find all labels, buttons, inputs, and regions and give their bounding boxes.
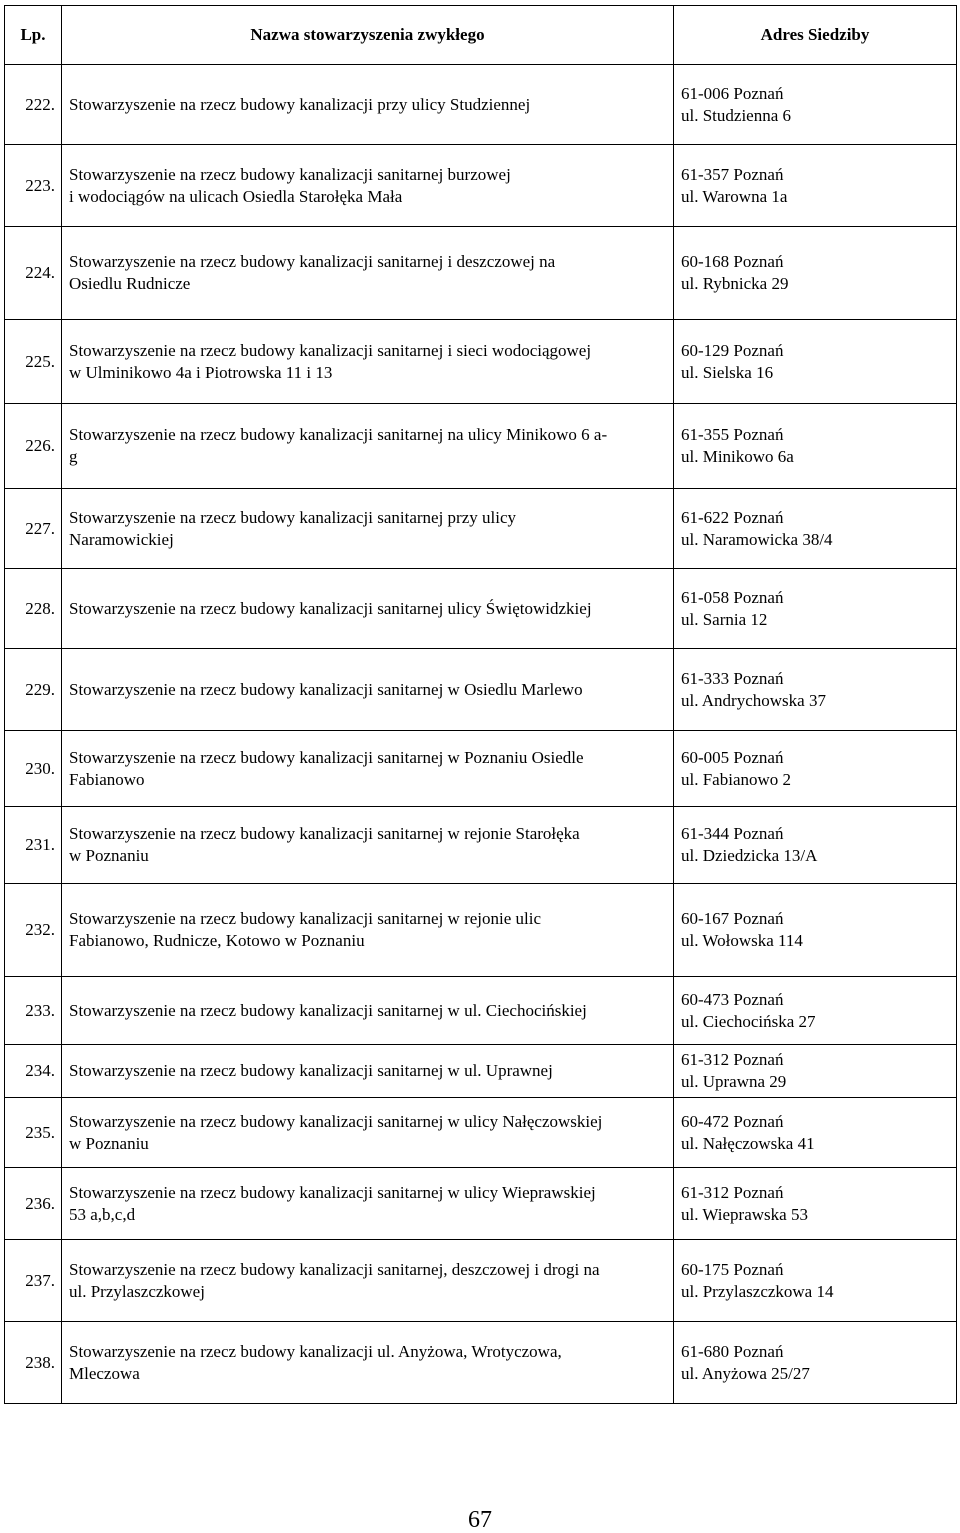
row-number: 223. (5, 145, 62, 227)
address-line: 60-167 Poznań (681, 909, 784, 928)
association-name (62, 320, 674, 404)
address-line: 61-006 Poznań (681, 83, 784, 103)
address-line: 61-312 Poznań (681, 1182, 784, 1202)
row-number: 226. (5, 404, 62, 489)
address-line: 61-355 Poznań (681, 425, 784, 444)
association-address (674, 489, 957, 569)
row-number: 225. (5, 320, 62, 404)
table-row (5, 807, 957, 884)
address-line: 61-357 Poznań (681, 164, 784, 184)
association-name-line: i wodociągów na ulicach Osiedla Starołęka Mała (69, 186, 403, 206)
association-address (674, 404, 957, 489)
association-name-line: Stowarzyszenie na rzecz budowy kanalizacji przy ulicy Studziennej (69, 94, 531, 114)
association-name (62, 731, 674, 807)
association-name-line: Fabianowo (69, 769, 145, 789)
table-row (5, 649, 957, 731)
row-number: 233. (5, 977, 62, 1045)
header-lp: Lp. (5, 6, 62, 65)
table-row (5, 404, 957, 489)
table-row (5, 145, 957, 227)
association-name-line: Stowarzyszenie na rzecz budowy kanalizacji sanitarnej, deszczowej i drogi na (69, 1259, 600, 1279)
association-address (674, 884, 957, 977)
address-line: ul. Warowna 1a (681, 186, 788, 206)
association-address (674, 569, 957, 649)
address-line: 60-129 Poznań (681, 340, 784, 360)
address-line: ul. Sielska 16 (681, 362, 774, 382)
address-line: 60-175 Poznań (681, 1259, 784, 1279)
row-number: 228. (5, 569, 62, 649)
association-name-line: Osiedlu Rudnicze (69, 274, 191, 293)
address-line: 61-622 Poznań (681, 507, 784, 527)
association-name-line: Stowarzyszenie na rzecz budowy kanalizacji sanitarnej w ul. Ciechocińskiej (69, 1000, 587, 1020)
association-address (674, 807, 957, 884)
association-address (674, 227, 957, 320)
row-number: 222. (5, 65, 62, 145)
association-name-line: Stowarzyszenie na rzecz budowy kanalizacji ul. Anyżowa, Wrotyczowa, (69, 1341, 562, 1361)
row-number: 238. (5, 1322, 62, 1404)
header-address: Adres Siedziby (674, 6, 957, 65)
table-row (5, 227, 957, 320)
address-line: ul. Naramowicka 38/4 (681, 529, 833, 549)
address-line: ul. Andrychowska 37 (681, 690, 826, 710)
association-name-line: w Poznaniu (69, 846, 149, 865)
address-line: ul. Ciechocińska 27 (681, 1011, 816, 1031)
association-name-line: Naramowickiej (69, 529, 174, 549)
association-address (674, 145, 957, 227)
address-line: ul. Uprawna 29 (681, 1072, 787, 1091)
table-row (5, 1322, 957, 1404)
row-number: 229. (5, 649, 62, 731)
association-name-line: Stowarzyszenie na rzecz budowy kanalizacji sanitarnej i sieci wodociągowej (69, 340, 592, 360)
association-name (62, 145, 674, 227)
association-address (674, 977, 957, 1045)
address-line: ul. Fabianowo 2 (681, 769, 792, 789)
address-line: ul. Studzienna 6 (681, 105, 792, 125)
address-line: 60-005 Poznań (681, 747, 784, 767)
association-name (62, 1168, 674, 1240)
table-row (5, 884, 957, 977)
association-name (62, 1045, 674, 1098)
association-address (674, 1045, 957, 1098)
association-name-line: w Ulminikowo 4a i Piotrowska 11 i 13 (69, 362, 333, 382)
table-row (5, 489, 957, 569)
table-row (5, 320, 957, 404)
table-row (5, 731, 957, 807)
address-line: ul. Anyżowa 25/27 (681, 1363, 810, 1383)
association-name-line: 53 a,b,c,d (69, 1204, 136, 1224)
row-number: 237. (5, 1240, 62, 1322)
associations-table (4, 5, 957, 1404)
address-line: 61-333 Poznań (681, 668, 784, 688)
association-name-line: Stowarzyszenie na rzecz budowy kanalizacji sanitarnej w ulicy Wieprawskiej (69, 1182, 596, 1202)
table-row (5, 977, 957, 1045)
association-address (674, 65, 957, 145)
row-number: 224. (5, 227, 62, 320)
table-row (5, 1045, 957, 1098)
association-name (62, 227, 674, 320)
address-line: ul. Minikowo 6a (681, 447, 794, 466)
row-number: 227. (5, 489, 62, 569)
page-number: 67 (468, 1507, 492, 1533)
address-line: ul. Dziedzicka 13/A (681, 846, 818, 865)
header-name: Nazwa stowarzyszenia zwykłego (62, 6, 674, 65)
association-name-line: Stowarzyszenie na rzecz budowy kanalizacji sanitarnej ulicy Świętowidzkiej (69, 598, 592, 618)
association-name-line: Stowarzyszenie na rzecz budowy kanalizacji sanitarnej w rejonie ulic (69, 909, 542, 928)
association-name-line: Mleczowa (69, 1363, 140, 1383)
address-line: ul. Przylaszczkowa 14 (681, 1281, 834, 1301)
association-address (674, 1098, 957, 1168)
association-name-line: Stowarzyszenie na rzecz budowy kanalizacji sanitarnej w Osiedlu Marlewo (69, 679, 583, 699)
association-address (674, 731, 957, 807)
row-number: 230. (5, 731, 62, 807)
address-line: 60-473 Poznań (681, 989, 784, 1009)
association-name-line: Fabianowo, Rudnicze, Kotowo w Poznaniu (69, 931, 365, 950)
association-name-line: Stowarzyszenie na rzecz budowy kanalizacji sanitarnej burzowej (69, 164, 511, 184)
address-line: 60-472 Poznań (681, 1111, 784, 1131)
association-name-line: ul. Przylaszczkowej (69, 1281, 205, 1301)
association-name-line: Stowarzyszenie na rzecz budowy kanalizacji sanitarnej w Poznaniu Osiedle (69, 747, 584, 767)
address-line: ul. Wołowska 114 (681, 931, 803, 950)
association-name-line: g (69, 447, 78, 466)
address-line: ul. Wieprawska 53 (681, 1204, 808, 1224)
row-number: 235. (5, 1098, 62, 1168)
row-number: 231. (5, 807, 62, 884)
table-row (5, 65, 957, 145)
association-name-line: Stowarzyszenie na rzecz budowy kanalizacji sanitarnej przy ulicy (69, 507, 516, 527)
association-address (674, 1168, 957, 1240)
address-line: ul. Sarnia 12 (681, 609, 768, 629)
association-address (674, 320, 957, 404)
association-name (62, 884, 674, 977)
association-name-line: w Poznaniu (69, 1133, 149, 1153)
address-line: 61-344 Poznań (681, 824, 784, 843)
association-name (62, 1240, 674, 1322)
row-number: 232. (5, 884, 62, 977)
association-address (674, 1240, 957, 1322)
association-name-line: Stowarzyszenie na rzecz budowy kanalizacji sanitarnej i deszczowej na (69, 252, 556, 271)
row-number: 236. (5, 1168, 62, 1240)
address-line: 61-312 Poznań (681, 1050, 784, 1069)
association-name-line: Stowarzyszenie na rzecz budowy kanalizacji sanitarnej w ulicy Nałęczowskiej (69, 1111, 603, 1131)
row-number: 234. (5, 1045, 62, 1098)
association-name (62, 807, 674, 884)
table-row (5, 1098, 957, 1168)
association-name-line: Stowarzyszenie na rzecz budowy kanalizacji sanitarnej w rejonie Starołęka (69, 824, 580, 843)
association-name (62, 1322, 674, 1404)
association-name-line: Stowarzyszenie na rzecz budowy kanalizacji sanitarnej w ul. Uprawnej (69, 1061, 553, 1080)
address-line: ul. Nałęczowska 41 (681, 1133, 815, 1153)
table-row (5, 569, 957, 649)
address-line: 60-168 Poznań (681, 252, 784, 271)
address-line: ul. Rybnicka 29 (681, 274, 789, 293)
association-name (62, 977, 674, 1045)
association-address (674, 649, 957, 731)
address-line: 61-058 Poznań (681, 587, 784, 607)
table-body (5, 65, 957, 1404)
address-line: 61-680 Poznań (681, 1341, 784, 1361)
association-name-line: Stowarzyszenie na rzecz budowy kanalizacji sanitarnej na ulicy Minikowo 6 a- (69, 425, 608, 444)
association-name (62, 404, 674, 489)
association-name (62, 649, 674, 731)
table-header-row (5, 6, 957, 65)
association-name (62, 489, 674, 569)
association-name (62, 65, 674, 145)
association-address (674, 1322, 957, 1404)
association-name (62, 1098, 674, 1168)
association-name (62, 569, 674, 649)
table-row (5, 1168, 957, 1240)
table-row (5, 1240, 957, 1322)
